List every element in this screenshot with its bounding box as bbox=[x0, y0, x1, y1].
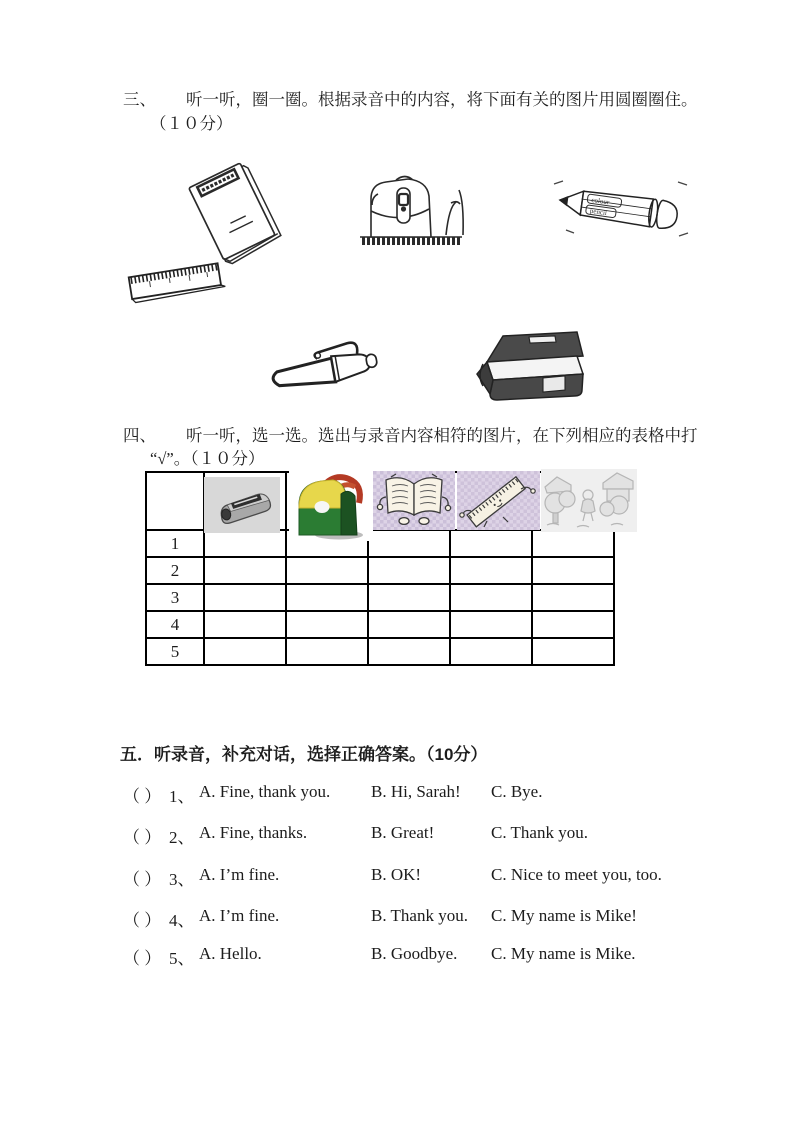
table-row bbox=[146, 557, 614, 584]
ruler-image bbox=[124, 256, 228, 308]
answer-paren: （ ） bbox=[123, 870, 162, 889]
answer-cell bbox=[532, 584, 614, 611]
answer-cell bbox=[286, 557, 368, 584]
section3-title: 听一听，圈一圈。根据录音中的内容，将下面有关的图片用圆圈圈住。 bbox=[186, 90, 698, 109]
answer-cell bbox=[204, 584, 286, 611]
open-book-image bbox=[373, 471, 455, 530]
option-c: C. My name is Mike! bbox=[491, 906, 637, 925]
answer-cell bbox=[532, 530, 614, 557]
answer-cell bbox=[450, 557, 532, 584]
row-number: 3 bbox=[146, 584, 204, 611]
option-c: C. Nice to meet you, too. bbox=[491, 865, 662, 884]
option-b: B. Goodbye. bbox=[371, 944, 458, 963]
schoolbag-color-image bbox=[289, 471, 373, 541]
answer-cell bbox=[450, 530, 532, 557]
option-a: A. Hello. bbox=[199, 944, 262, 963]
answer-cell bbox=[368, 611, 450, 638]
row-number: 2 bbox=[146, 557, 204, 584]
table-row bbox=[146, 530, 614, 557]
option-c: C. Bye. bbox=[491, 782, 543, 801]
answer-cell bbox=[532, 638, 614, 665]
ruler-cartoon-image bbox=[457, 471, 540, 530]
row-number: 1 bbox=[146, 530, 204, 557]
answer-cell bbox=[532, 611, 614, 638]
section5-heading: 五．听录音，补充对话，选择正确答案。（10分） bbox=[120, 745, 488, 764]
section3-number: 三、 bbox=[123, 90, 156, 109]
answer-cell bbox=[532, 557, 614, 584]
answer-cell bbox=[286, 638, 368, 665]
option-a: A. I’m fine. bbox=[199, 906, 280, 925]
option-c: C. Thank you. bbox=[491, 823, 588, 842]
option-a: A. Fine, thanks. bbox=[199, 823, 308, 842]
question-line-3 bbox=[123, 865, 743, 890]
row-number: 5 bbox=[146, 638, 204, 665]
option-b: B. OK! bbox=[371, 865, 422, 884]
answer-cell bbox=[286, 611, 368, 638]
answer-cell bbox=[450, 638, 532, 665]
option-b: B. Great! bbox=[371, 823, 435, 842]
answer-cell bbox=[368, 530, 450, 557]
table-row bbox=[146, 611, 614, 638]
answer-cell bbox=[450, 584, 532, 611]
option-c: C. My name is Mike. bbox=[491, 944, 636, 963]
row-number: 4 bbox=[146, 611, 204, 638]
answer-cell bbox=[368, 557, 450, 584]
section4-title-line2: “√”。（１０分） bbox=[150, 449, 265, 468]
question-number: 3、 bbox=[169, 870, 195, 889]
header-empty-cell bbox=[146, 472, 204, 530]
section3-header bbox=[123, 88, 723, 112]
option-b: B. Hi, Sarah! bbox=[371, 782, 461, 801]
option-b: B. Thank you. bbox=[371, 906, 468, 925]
question-number: 1、 bbox=[169, 787, 195, 806]
answer-paren: （ ） bbox=[123, 911, 162, 930]
table-row bbox=[146, 638, 614, 665]
question-line-2 bbox=[123, 823, 743, 848]
question-number: 5、 bbox=[169, 949, 195, 968]
answer-cell bbox=[204, 530, 286, 557]
section3-score: （１０分） bbox=[150, 114, 233, 133]
schoolbag-image bbox=[356, 163, 466, 253]
answer-cell bbox=[204, 557, 286, 584]
table-row bbox=[146, 584, 614, 611]
school-scene-image bbox=[541, 469, 637, 532]
answer-paren: （ ） bbox=[123, 949, 162, 968]
answer-cell bbox=[368, 584, 450, 611]
notebook-image bbox=[170, 158, 292, 268]
question-number: 4、 bbox=[169, 911, 195, 930]
question-line-5 bbox=[123, 944, 743, 969]
option-a: A. Fine, thank you. bbox=[199, 782, 331, 801]
answer-cell bbox=[368, 638, 450, 665]
pencil-sharpener-image bbox=[204, 477, 280, 533]
option-a: A. I’m fine. bbox=[199, 865, 280, 884]
section4-title: 听一听，选一选。选出与录音内容相符的图片，在下列相应的表格中打 bbox=[186, 426, 698, 445]
question-number: 2、 bbox=[169, 828, 195, 847]
pencil-image bbox=[550, 172, 692, 246]
pencil-label-line2: pencil bbox=[589, 206, 608, 218]
question-line-1 bbox=[123, 782, 743, 807]
answer-paren: （ ） bbox=[123, 787, 162, 806]
answer-cell bbox=[450, 611, 532, 638]
answer-cell bbox=[204, 611, 286, 638]
answer-paren: （ ） bbox=[123, 828, 162, 847]
answer-cell bbox=[286, 584, 368, 611]
question-line-4 bbox=[123, 906, 743, 931]
pencil-label-line1: colour bbox=[590, 195, 610, 207]
section4-number: 四、 bbox=[123, 426, 156, 445]
section4-header bbox=[123, 424, 743, 448]
pen-image bbox=[263, 336, 381, 400]
answer-cell bbox=[204, 638, 286, 665]
pencil-case-image bbox=[463, 328, 589, 406]
